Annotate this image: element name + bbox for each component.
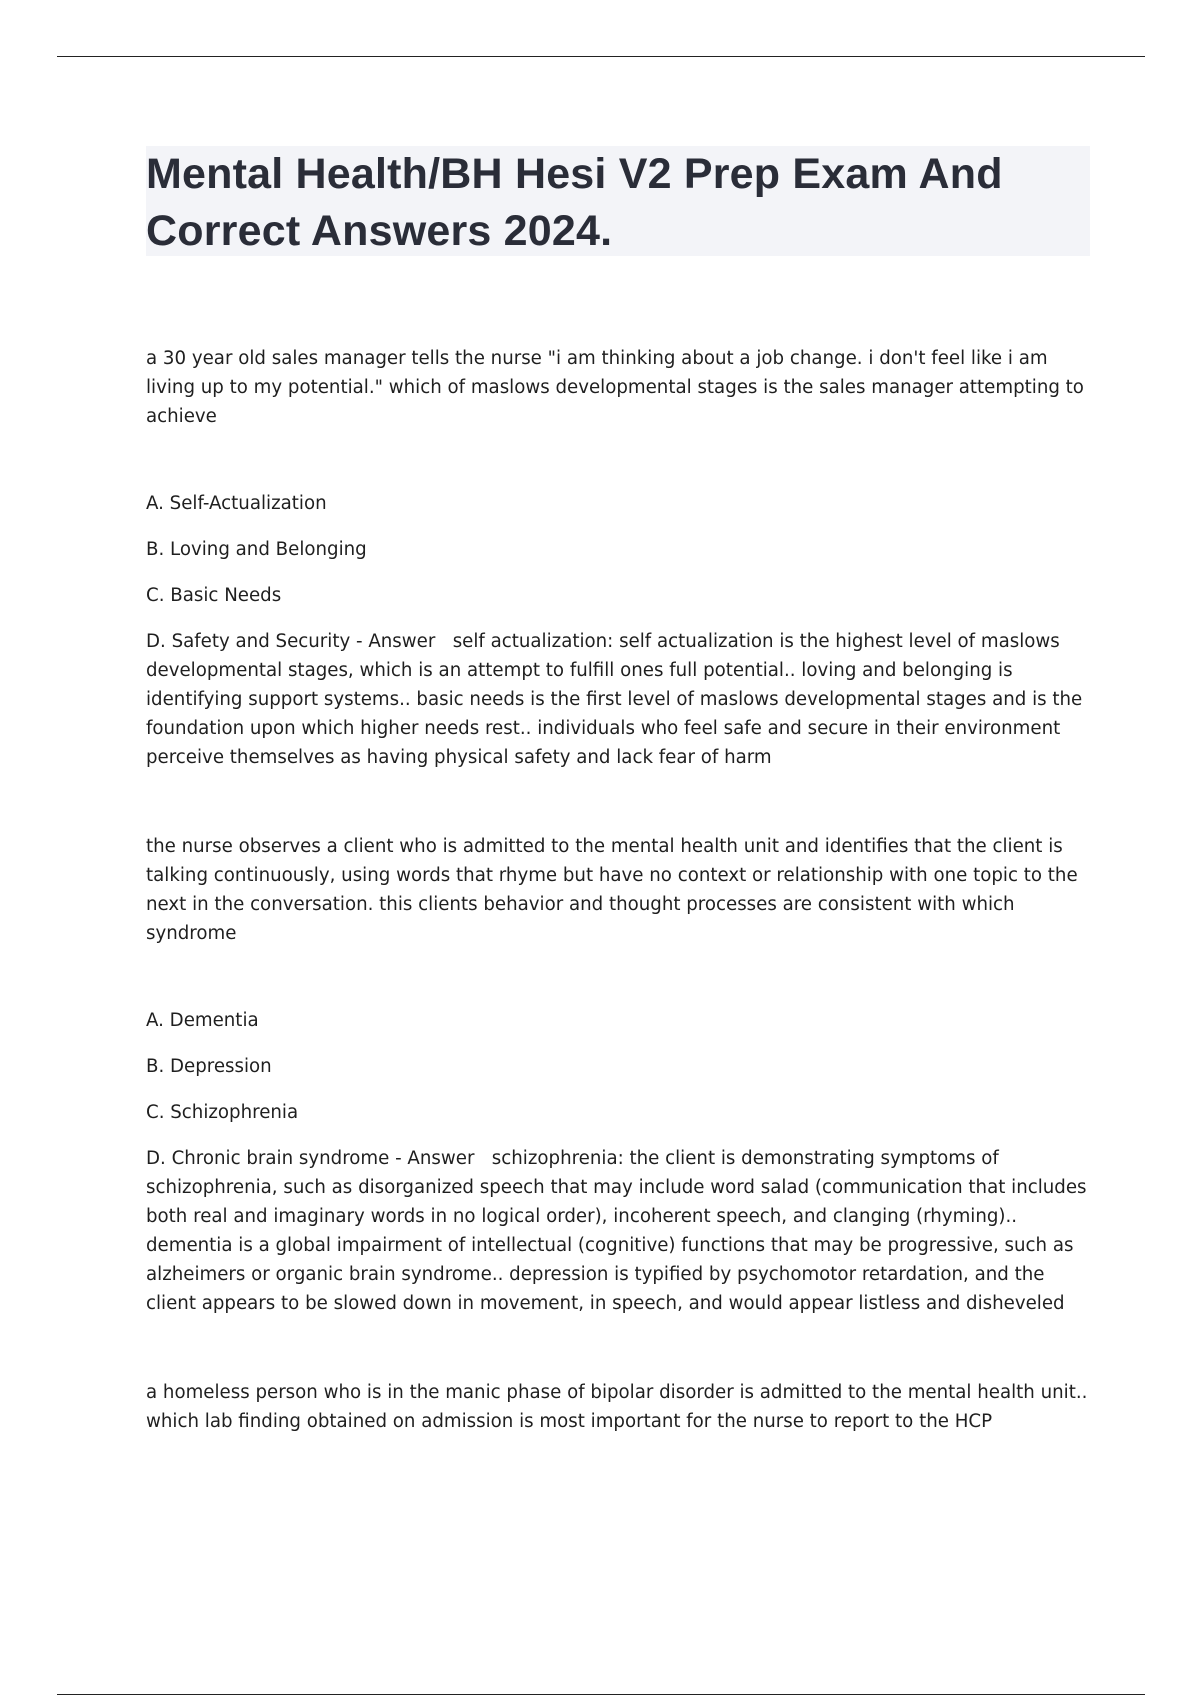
answer-option: B. Depression	[146, 1056, 272, 1077]
question-block	[146, 1378, 1096, 1436]
answer-rationale: self actualization: self actualization is the highest level of maslows developmental stages, which is an attempt to fulfill ones full potential.. loving and belonging is identifying support systems.. basic needs is the first level of maslows developmental stages and is the foundation upon which higher needs rest.. individuals who feel safe and secure in their environment perceive themselves as having physical safety and lack fear of harm	[146, 631, 1083, 768]
title-block	[146, 146, 1090, 256]
document-title: Mental Health/BH Hesi V2 Prep Exam And Correct Answers 2024.	[146, 150, 1003, 255]
top-rule	[57, 56, 1145, 57]
question-text: a 30 year old sales manager tells the nurse "i am thinking about a job change. i don't feel like i am living up to my potential." which of maslows developmental stages is the sales manager attempting to achieve	[146, 348, 1084, 427]
question-block	[146, 344, 1096, 772]
question-text: the nurse observes a client who is admitted to the mental health unit and identifies that the client is talking continuously, using words that rhyme but have no context or relationship with one topic to the next in the conversation. this clients behavior and thought processes are consistent with which syndrome	[146, 836, 1078, 944]
question-text: a homeless person who is in the manic phase of bipolar disorder is admitted to the mental health unit.. which lab finding obtained on admission is most important for the nurse to report to the HCP	[146, 1382, 1088, 1432]
answer-option-with-rationale	[146, 1144, 1096, 1318]
document-body	[146, 344, 1096, 1436]
answer-option: C. Schizophrenia	[146, 1102, 299, 1123]
answer-option-label: D. Safety and Security - Answer	[146, 631, 436, 652]
answer-option-with-rationale	[146, 627, 1096, 772]
answer-rationale: schizophrenia: the client is demonstrating symptoms of schizophrenia, such as disorganized speech that may include word salad (communication that includes both real and imaginary words in no logical order), incoherent speech, and clanging (rhyming).. dementia is a global impairment of intellectual (cognitive) functions that may be progressive, such as alzheimers or organic brain syndrome.. depression is typified by psychomotor retardation, and the client appears to be slowed down in movement, in speech, and would appear listless and disheveled	[146, 1148, 1087, 1314]
answer-option-label: D. Chronic brain syndrome - Answer	[146, 1148, 475, 1169]
answer-option: A. Self-Actualization	[146, 493, 327, 514]
bottom-rule	[57, 1694, 1145, 1695]
question-block	[146, 832, 1096, 1318]
answer-option: A. Dementia	[146, 1010, 259, 1031]
answer-option: C. Basic Needs	[146, 585, 282, 606]
answer-option: B. Loving and Belonging	[146, 539, 367, 560]
